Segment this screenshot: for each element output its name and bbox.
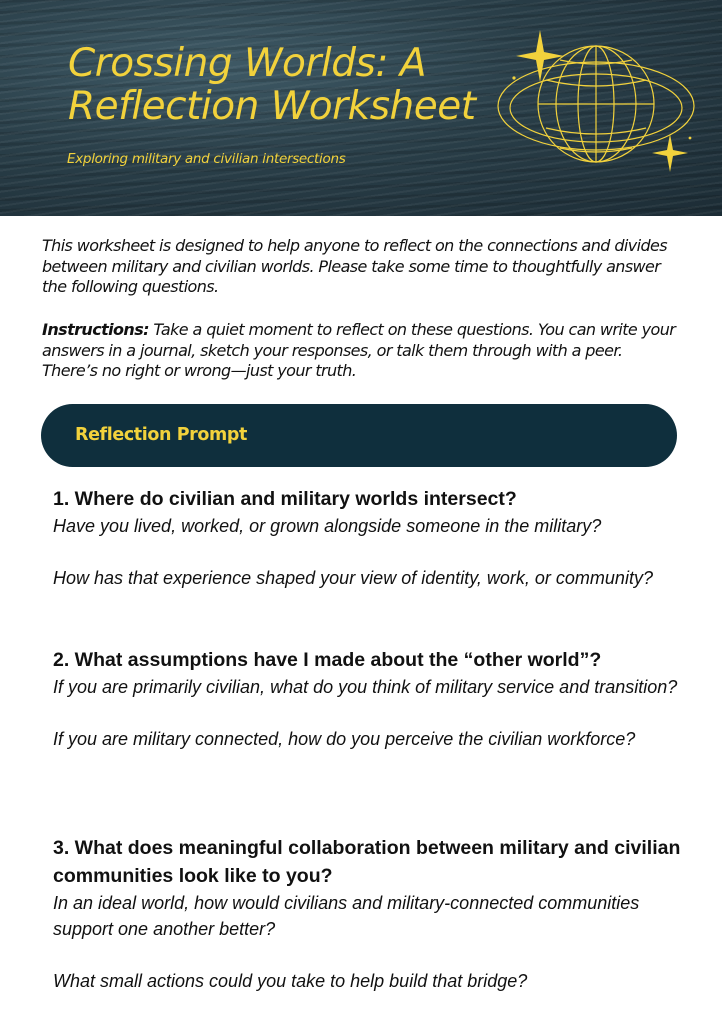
question-1-prompt-b: How has that experience shaped your view of identity, work, or community? <box>53 568 653 588</box>
question-3-title: 3. What does meaningful collaboration between military and civilian communities look like to you? <box>53 837 681 887</box>
question-1-title: 1. Where do civilian and military worlds intersect? <box>53 488 517 510</box>
instructions-text: Take a quiet moment to reflect on these questions. You can write your answers in a journal, sketch your responses, or talk them through with a peer. There’s no right or wrong—just your truth. <box>42 320 676 380</box>
worksheet-title <box>68 42 508 128</box>
question-2 <box>53 646 683 752</box>
globe-with-sparkles-icon <box>494 26 704 178</box>
question-2-title: 2. What assumptions have I made about the “other world”? <box>53 649 602 671</box>
worksheet-subtitle: Exploring military and civilian intersections <box>67 151 346 167</box>
reflection-prompt-banner <box>41 404 677 467</box>
title-line-1: Crossing Worlds: A <box>68 41 427 86</box>
question-2-prompt-b: If you are military connected, how do you perceive the civilian workforce? <box>53 729 636 749</box>
reflection-prompt-label: Reflection Prompt <box>75 425 247 445</box>
question-2-prompt-a: If you are primarily civilian, what do you think of military service and transition? <box>53 677 678 697</box>
question-3-prompt-a: In an ideal world, how would civilians and military-connected communities support one another better? <box>53 893 640 939</box>
question-1-prompt-a: Have you lived, worked, or grown alongside someone in the military? <box>53 516 602 536</box>
intro-paragraph: This worksheet is designed to help anyone to reflect on the connections and divides between military and civilian worlds. Please take some time to thoughtfully answer the following questions. <box>42 236 667 296</box>
header-banner <box>0 0 722 216</box>
question-3 <box>53 834 683 994</box>
title-line-2: Reflection Worksheet <box>68 84 476 129</box>
question-3-prompt-b: What small actions could you take to help build that bridge? <box>53 971 528 991</box>
instructions-paragraph <box>42 320 682 382</box>
question-1 <box>53 485 683 591</box>
instructions-label: Instructions: <box>42 320 149 339</box>
